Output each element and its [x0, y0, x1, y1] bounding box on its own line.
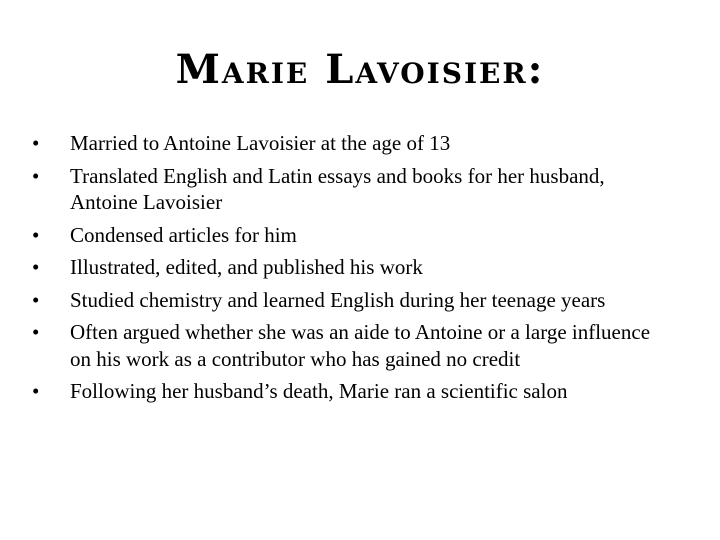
bullet-text: Translated English and Latin essays and books for her husband, Antoine Lavoisier	[70, 163, 605, 214]
bullet-icon: •	[32, 379, 40, 403]
bullet-icon: •	[32, 255, 40, 279]
bullet-icon: •	[32, 163, 40, 188]
bullet-text: Following her husband’s death, Marie ran a scientific salon	[70, 379, 568, 403]
bullet-item	[32, 163, 662, 216]
bullet-item	[32, 378, 662, 405]
bullet-list	[32, 130, 662, 411]
bullet-text: Married to Antoine Lavoisier at the age of 13	[70, 131, 451, 155]
bullet-item	[32, 287, 662, 314]
bullet-item	[32, 319, 662, 372]
bullet-item	[32, 222, 662, 249]
bullet-icon: •	[32, 222, 40, 247]
bullet-icon: •	[32, 131, 40, 155]
bullet-item	[32, 254, 662, 281]
bullet-icon: •	[32, 320, 40, 344]
bullet-text: Often argued whether she was an aide to Antoine or a large influence on his work as a contributor who has gained no credit	[70, 320, 651, 371]
bullet-text: Illustrated, edited, and published his work	[70, 255, 423, 279]
bullet-text: Studied chemistry and learned English during her teenage years	[70, 287, 606, 312]
bullet-item	[32, 130, 662, 157]
slide-title: Marie Lavoisier:	[175, 46, 545, 93]
bullet-icon: •	[32, 287, 40, 312]
bullet-text: Condensed articles for him	[70, 222, 297, 247]
